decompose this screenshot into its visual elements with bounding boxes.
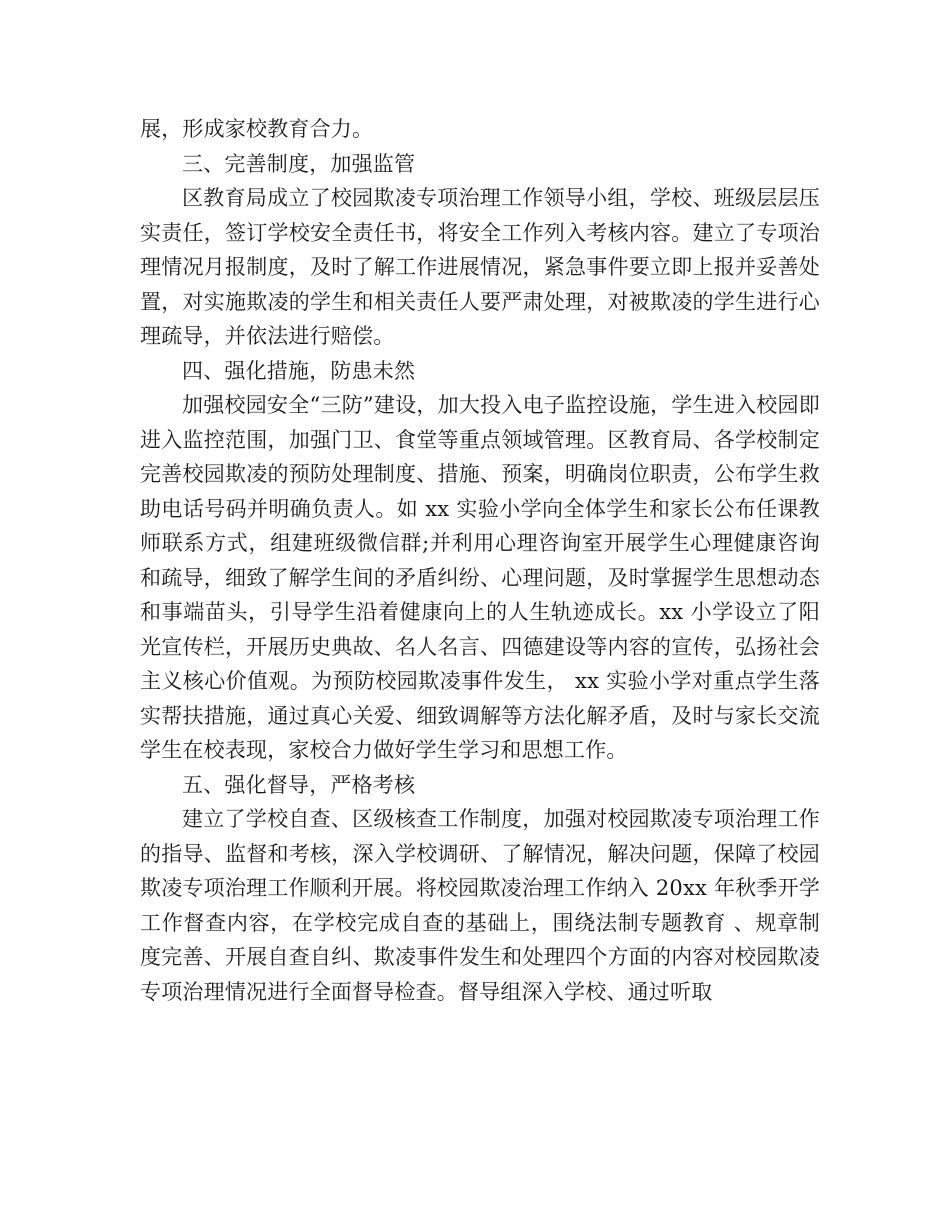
paragraph-continuation: 展，形成家校教育合力。 xyxy=(140,117,374,141)
paragraph-measures: 加强校园安全“三防”建设，加大投入电子监控设施，学生进入校园即进入监控范围，加强门卫、食堂等重点领域管理。区教育局、各学校制定完善校园欺凌的预防处理制度、措施、预案，明确岗位职责，公布学生救助电话号码并明确负责人。如 xx 实验小学向全体学生和家长公布任课教师联系方式，组建班级微信群;并利用心理咨询室开展学生心理健康咨询和疏导，细致了解学生间的矛盾纠纷、心理问题，及时掌握学生思想动态和事端苗头，引导学生沿着健康向上的人生轨迹成长。xx 小学设立了阳光宣传栏，开展历史典故、名人名言、四德建设等内容的宣传，弘扬社会主义核心价值观。为预防校园欺凌事件发生， xx 实验小学对重点学生落实帮扶措施，通过真心关爱、细致调解等方法化解矛盾，及时与家长交流学生在校表现，家校合力做好学生学习和思想工作。 xyxy=(140,393,820,762)
section-heading-5: 五、强化督导，严格考核 xyxy=(182,772,416,797)
paragraph-supervision: 区教育局成立了校园欺凌专项治理工作领导小组，学校、班级层层压实责任，签订学校安全责任书，将安全工作列入考核内容。建立了专项治理情况月报制度，及时了解工作进展情况，紧急事件要立即上报并妥善处置，对实施欺凌的学生和相关责任人要严肃处理，对被欺凌的学生进行心理疏导，并依法进行赔偿。 xyxy=(140,186,820,348)
section-heading-4: 四、强化措施，防患未然 xyxy=(182,358,416,383)
document-body xyxy=(140,112,820,1009)
paragraph-inspection: 建立了学校自查、区级核查工作制度，加强对校园欺凌专项治理工作的指导、监督和考核，深入学校调研、了解情况，解决问题，保障了校园欺凌专项治理工作顺利开展。将校园欺凌治理工作纳入 20xx 年秋季开学工作督查内容，在学校完成自查的基础上，围绕法制专题教育 、规章制度完善、开展自查自纠、欺凌事件发生和处理四个方面的内容对校园欺凌专项治理情况进行全面督导检查。督导组深入学校、通过听取 xyxy=(140,807,820,1004)
section-heading-3: 三、完善制度，加强监管 xyxy=(182,151,416,176)
